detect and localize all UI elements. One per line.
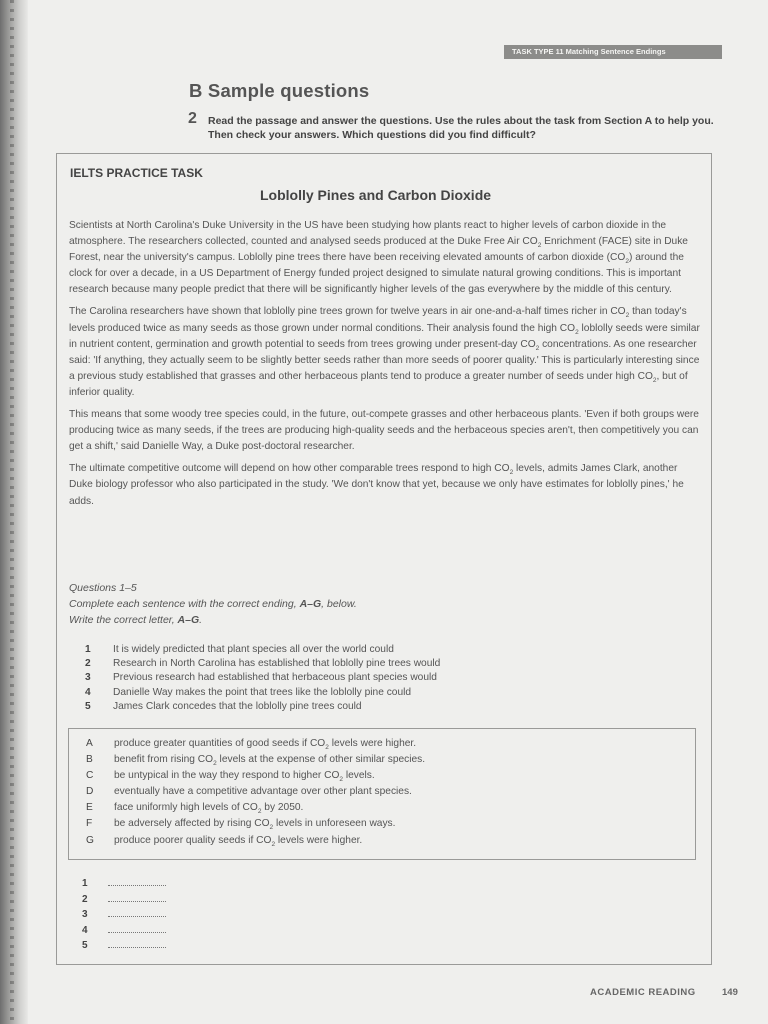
stem-text: Previous research had established that herbaceous plant species would	[113, 672, 437, 684]
answer-blank[interactable]	[108, 923, 166, 933]
subscript: 2	[535, 344, 540, 352]
sentence-ending	[86, 736, 425, 752]
passage-paragraph: The Carolina researchers have shown that loblolly pine trees grown for twelve years in air one-and-a-half times richer in $CO_2$ than today's levels produced twice as many seeds as those grown under normal conditions. Their analysis found the high $CO_2$ loblolly seeds were similar in nutrient content, germination and growth potential to seeds from trees growing under present-day $CO_2$ concentrations. As one researcher said: 'If anything, they actually seem to be slightly better seeds rather than more seeds of poorer quality.' This is particularly interesting since a previous study established that grasses and other herbaceous plants tend to produce a greater number of seeds under high $CO_2$, but of inferior quality.	[69, 306, 700, 398]
sentence-ending	[86, 816, 425, 832]
stem-number: 4	[85, 686, 91, 698]
book-binding-shadow	[0, 0, 28, 1024]
ending-letter: C	[86, 770, 94, 782]
page-number: 149	[722, 987, 738, 998]
passage-title: Loblolly Pines and Carbon Dioxide	[260, 187, 492, 203]
subscript: 2	[257, 808, 262, 816]
sentence-ending	[86, 800, 425, 816]
instruction-text: Read the passage and answer the questions. Use the rules about the task from Section A to help you. Then check your answers. Which questions did you find difficult?	[208, 115, 714, 141]
subscript: 2	[509, 469, 514, 477]
sentence-stem	[85, 700, 440, 714]
instruction-line-2: Write the correct letter, A–G.	[69, 614, 203, 626]
footer-label: ACADEMIC READING	[590, 987, 696, 998]
stem-text: It is widely predicted that plant species all over the world could	[113, 644, 394, 655]
sentence-stems-list	[85, 643, 440, 714]
stem-number: 1	[85, 644, 91, 655]
passage-paragraph: The ultimate competitive outcome will depend on how other comparable trees respond to high $CO_2$ levels, admits James Clark, another Duke biology professor who also participated in the study. 'We don't know that yet, because we only have estimates for loblolly pines,' he adds.	[69, 463, 684, 507]
subscript: 2	[575, 328, 579, 336]
subscript: 2	[537, 242, 542, 250]
stem-number: 3	[85, 672, 91, 684]
subscript: 2	[652, 376, 657, 384]
ending-letter: E	[86, 802, 93, 814]
ending-letter: A	[86, 738, 93, 749]
sentence-ending	[86, 784, 425, 800]
instruction-number: 2	[188, 110, 197, 127]
task-label: IELTS PRACTICE TASK	[70, 166, 203, 180]
stem-number: 5	[85, 700, 91, 712]
questions-instructions	[69, 580, 357, 628]
answer-row	[82, 938, 166, 954]
ending-letter: D	[86, 786, 94, 798]
answer-row	[82, 892, 166, 908]
passage-paragraph: Scientists at North Carolina's Duke University in the US have been studying how plants react to higher levels of carbon dioxide in the atmosphere. The researchers collected, counted and analysed seeds produced at the Duke Free Air $CO_2$ Enrichment (FACE) site in Duke Forest, near the university's campus. Loblolly pine trees there have been receiving elevated amounts of carbon dioxide $(CO_2)$ around the clock for over a decade, in a US Department of Energy funded project designed to simulate natural growing conditions. This is important research because many people predict that there will be significantly higher levels of the gas everywhere by the middle of this century.	[69, 220, 688, 296]
answer-number: 4	[82, 924, 88, 936]
answer-blank[interactable]	[108, 892, 166, 902]
ending-text: face uniformly high levels of $CO_2$ by 2050.	[114, 802, 304, 816]
stem-text: Danielle Way makes the point that trees like the loblolly pine could	[113, 686, 412, 698]
sentence-stem	[85, 671, 440, 685]
sentence-ending	[86, 833, 425, 849]
ending-text: eventually have a competitive advantage over other plant species.	[114, 786, 412, 798]
subscript: 2	[269, 824, 274, 832]
answer-blank[interactable]	[108, 938, 166, 948]
subscript: 2	[625, 312, 630, 320]
ending-text: produce poorer quality seeds if $CO_2$ levels were higher.	[114, 834, 363, 848]
subscript: 2	[213, 760, 217, 768]
answer-lines	[82, 876, 166, 954]
ending-text: benefit from rising $CO_2$ levels at the expense of other similar species.	[114, 754, 426, 768]
ending-text: produce greater quantities of good seeds if $CO_2$ levels were higher.	[114, 738, 417, 752]
ending-letter: G	[86, 834, 94, 846]
answer-blank[interactable]	[108, 907, 166, 917]
sentence-stem	[85, 643, 440, 657]
ending-letter: B	[86, 754, 93, 766]
task-type-banner: TASK TYPE 11 Matching Sentence Endings	[504, 45, 722, 59]
passage-paragraph: This means that some woody tree species could, in the future, out-compete grasses and other herbaceous plants. 'Even if both groups were producing twice as many seeds, if the trees are producing high-quality seeds and the herbaceous species aren't, then competitively you can get a shift,' said Danielle Way, a Duke post-doctoral researcher.	[69, 409, 699, 453]
subscript: 2	[271, 840, 276, 848]
ending-text: be untypical in the way they respond to higher $CO_2$ levels.	[114, 770, 375, 784]
answer-row	[82, 923, 166, 939]
sentence-ending	[86, 752, 425, 768]
section-title: B Sample questions	[189, 80, 370, 101]
ending-letter: F	[86, 818, 93, 830]
stem-text: James Clark concedes that the loblolly pine trees could	[113, 700, 362, 712]
stem-number: 2	[85, 658, 91, 670]
answer-number: 3	[82, 909, 88, 921]
sentence-stem	[85, 686, 440, 700]
ending-text: be adversely affected by rising $CO_2$ levels in unforeseen ways.	[114, 818, 396, 832]
answer-number: 1	[82, 878, 88, 889]
answer-row	[82, 876, 166, 892]
stem-text: Research in North Carolina has established that loblolly pine trees would	[113, 658, 441, 670]
sentence-stem	[85, 657, 440, 671]
answer-row	[82, 907, 166, 923]
reading-passage	[69, 218, 701, 516]
sentence-ending	[86, 768, 425, 784]
subscript: 2	[625, 258, 629, 266]
questions-range: Questions 1–5	[69, 582, 137, 594]
answer-number: 5	[82, 940, 88, 952]
subscript: 2	[339, 776, 344, 784]
sentence-endings-list	[86, 736, 425, 849]
answer-blank[interactable]	[108, 876, 166, 886]
answer-number: 2	[82, 893, 88, 905]
subscript: 2	[325, 744, 329, 752]
instruction-line-1: Complete each sentence with the correct ending, A–G, below.	[69, 598, 357, 610]
